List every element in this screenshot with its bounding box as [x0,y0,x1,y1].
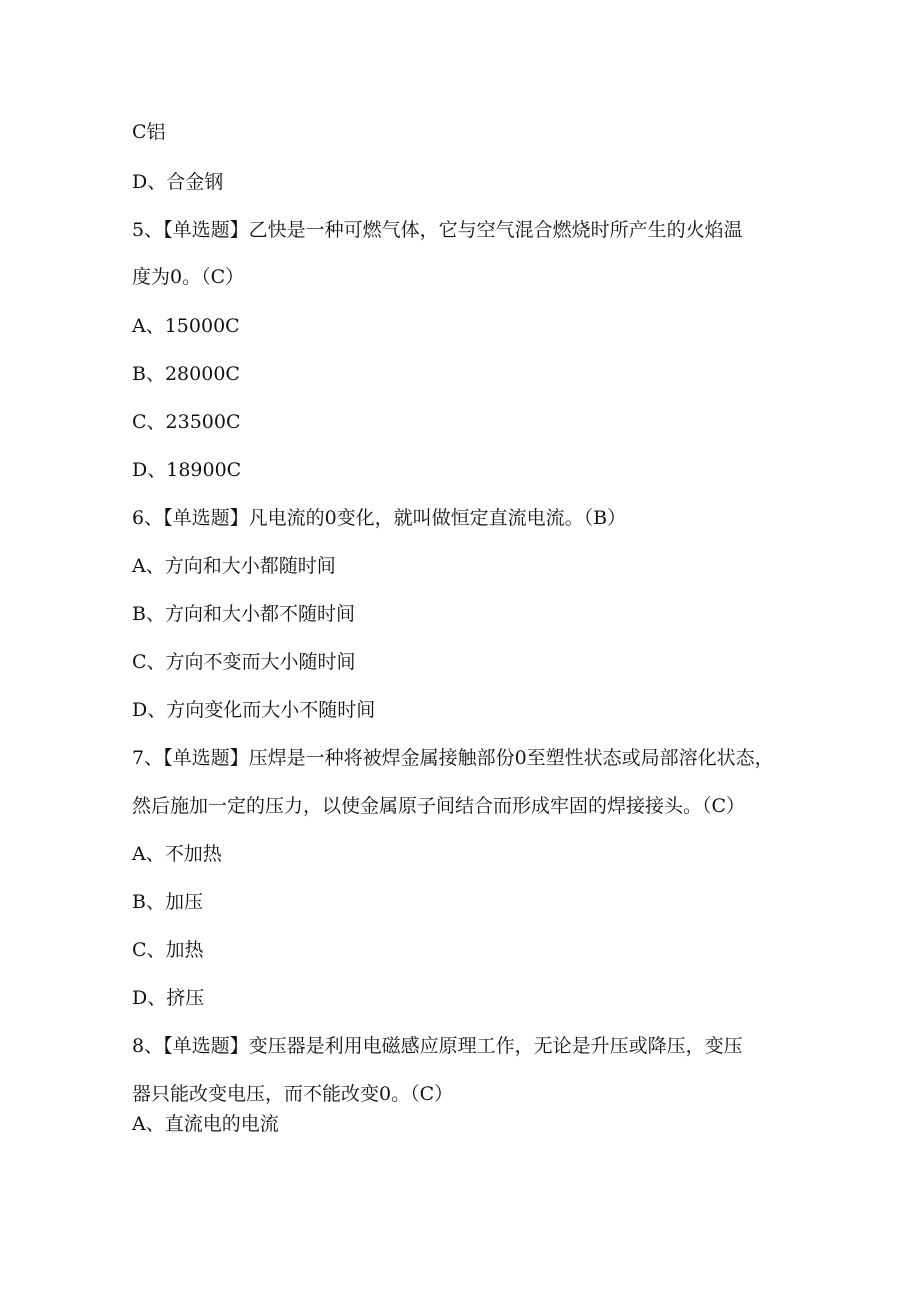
question-5-line-1: 5、【单选题】乙快是一种可燃气体，它与空气混合燃烧时所产生的火焰温 [132,219,743,241]
question-6-option-b: B、方向和大小都不随时间 [132,603,355,625]
question-5-option-d: D、18900C [132,459,242,481]
question-8-line-2: 器只能改变电压，而不能改变0。（C） [132,1083,454,1105]
option-d-line: D、合金钢 [132,171,224,193]
question-5-option-b: B、28000C [132,363,240,385]
question-7-option-c: C、加热 [132,939,204,961]
question-5-option-c: C、23500C [132,411,241,433]
question-8-line-1: 8、【单选题】变压器是利用电磁感应原理工作，无论是升压或降压，变压 [132,1035,743,1057]
option-c-line: C铝 [132,121,166,143]
question-7-option-b: B、加压 [132,891,203,913]
question-5-line-2: 度为0。（C） [132,266,245,288]
question-7-line-2: 然后施加一定的压力，以使金属原子间结合而形成牢固的焊接接头。（C） [132,795,746,817]
question-6-line-1: 6、【单选题】凡电流的0变化，就叫做恒定直流电流。（B） [132,507,627,529]
question-7-line-1: 7、【单选题】压焊是一种将被焊金属接触部份0至塑性状态或局部溶化状态， [132,747,774,769]
question-6-option-c: C、方向不变而大小随时间 [132,651,356,673]
question-7-option-a: A、不加热 [132,843,222,865]
question-6-option-d: D、方向变化而大小不随时间 [132,699,376,721]
question-8-option-a: A、直流电的电流 [132,1113,279,1135]
question-7-option-d: D、挤压 [132,987,205,1009]
question-5-option-a: A、15000C [132,315,240,337]
question-6-option-a: A、方向和大小都随时间 [132,555,336,577]
